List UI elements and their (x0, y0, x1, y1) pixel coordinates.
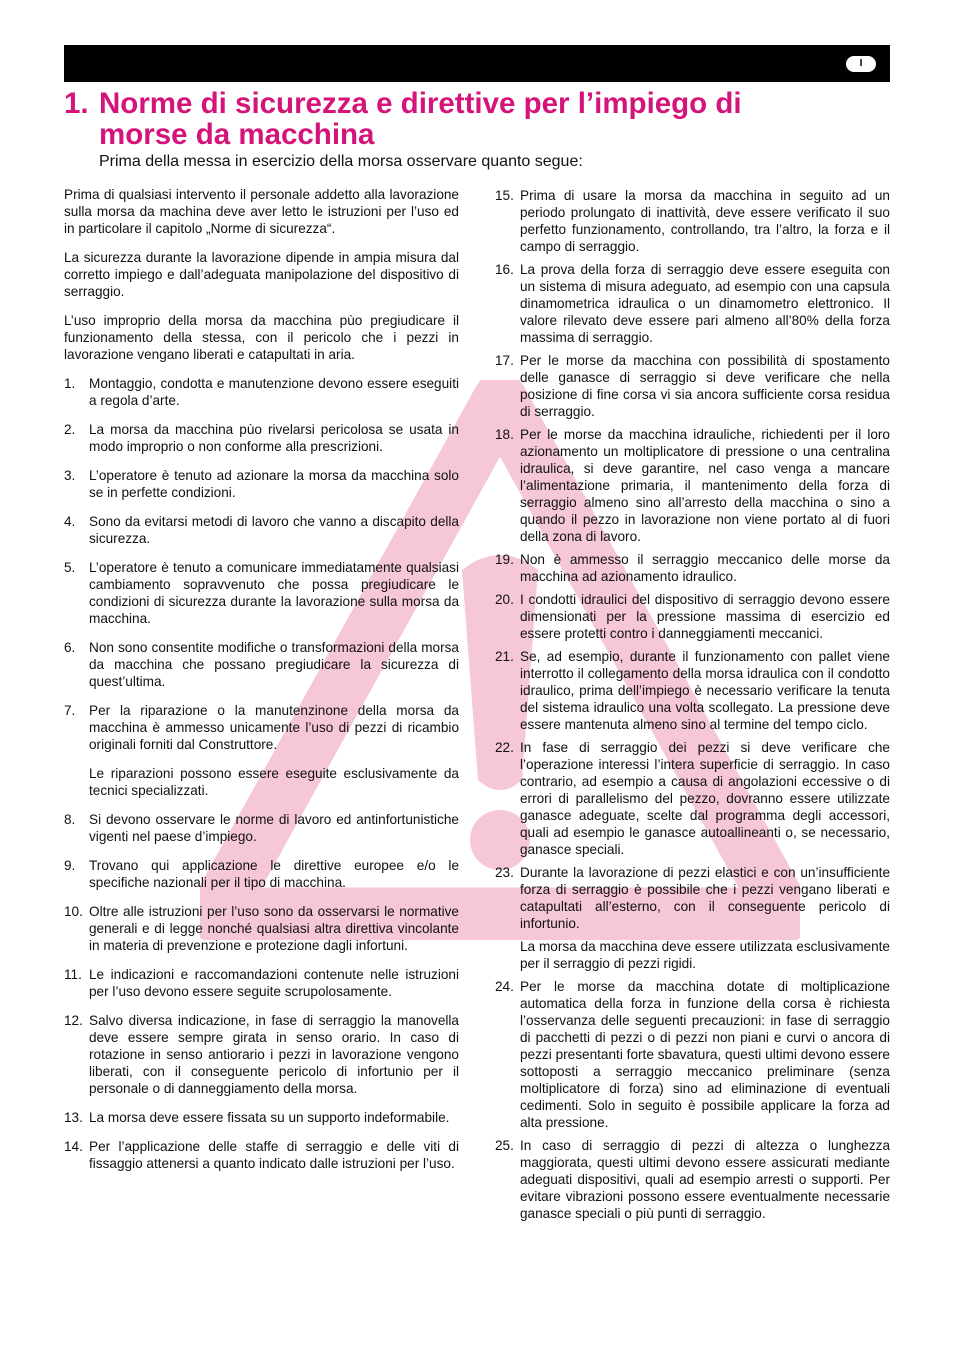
rule-item (495, 864, 890, 972)
rule-number: 21. (495, 649, 514, 664)
rule-number: 17. (495, 353, 514, 368)
rule-number: 7. (64, 703, 76, 718)
rule-text: In fase di serraggio dei pezzi si deve verificare che l’operazione interessi l’intera superficie di serraggio. In caso contrario, ad esempio a causa di angolazioni eccessive o di errori di parallelismo del pezzo, dovranno essere utilizzate ganasce adeguate, scelte dal programma degli accessori, quali ad esempio le ganasce autoallineanti o, se necessario, ganasce speciali. (520, 740, 890, 857)
rule-item (495, 352, 890, 420)
rule-text: Si devono osservare le norme di lavoro ed antinfortunistiche vigenti nel paese d’impiego. (89, 812, 459, 844)
rule-number: 5. (64, 560, 76, 575)
rule-item (64, 421, 459, 455)
rule-item (495, 739, 890, 858)
rule-text: In caso di serraggio di pezzi di altezza o lunghezza maggiorata, questi ultimi devono essere assicurati mediante adeguati dispositivi, quali ad esempio arresti o supporti. Per evitare vibrazioni possono essere eventualmente necessarie ganasce speciali o più punti di serraggio. (520, 1138, 890, 1221)
rule-number: 2. (64, 422, 76, 437)
rule-item (64, 375, 459, 409)
language-badge: I (846, 56, 876, 72)
rule-item (64, 702, 459, 799)
rule-item (495, 591, 890, 642)
rule-number: 19. (495, 552, 514, 567)
rule-text: I condotti idraulici del dispositivo di serraggio devono essere dimensionati per la pressione massima di esercizio ed essere protetti contro i danneggiamenti meccanici. (520, 592, 890, 641)
rule-item (495, 426, 890, 545)
rule-text: L’operatore è tenuto ad azionare la morsa da macchina solo se in perfette condizioni. (89, 468, 459, 500)
rule-text: Sono da evitarsi metodi di lavoro che vanno a discapito della sicurezza. (89, 514, 459, 546)
rule-item (64, 467, 459, 501)
rule-number: 4. (64, 514, 76, 529)
rule-number: 16. (495, 262, 514, 277)
rule-item (495, 261, 890, 346)
rule-number: 22. (495, 740, 514, 755)
right-column (495, 187, 890, 1228)
rule-text: L’operatore è tenuto a comunicare immediatamente qualsiasi cambiamento sopravvenuto che possa pregiudicare le condizioni di sicurezza durante la lavorazione sulla morsa da macchina. (89, 560, 459, 626)
rule-text: Per le morse da macchina con possibilità di spostamento delle ganasce di serraggio si deve verificare che nella posizione di fine corsa vi sia ancora sufficiente corsa residua di serraggio. (520, 353, 890, 419)
rule-number: 14. (64, 1139, 83, 1154)
rule-number: 3. (64, 468, 76, 483)
header-bar (64, 45, 890, 82)
section-number: 1. (64, 87, 89, 120)
rule-number: 13. (64, 1110, 83, 1125)
rule-item (64, 857, 459, 891)
rule-item (64, 1109, 459, 1126)
rule-item (495, 187, 890, 255)
rule-number: 8. (64, 812, 76, 827)
rule-number: 25. (495, 1138, 514, 1153)
rule-extra-text: Le riparazioni possono essere eseguite esclusivamente da tecnici specializzati. (89, 766, 459, 798)
rule-number: 20. (495, 592, 514, 607)
rule-text: Se, ad esempio, durante il funzionamento con pallet viene interrotto il collegamento della morsa idraulica con il condotto idraulico, prima dell’impiego è necessario verificare la tenuta del sistema idraulico una volta scollegato. La pressione deve essere mantenuta almeno sino al termine del tempo ciclo. (520, 649, 890, 732)
rule-item (64, 559, 459, 627)
rule-item (495, 978, 890, 1131)
rule-text: Le indicazioni e raccomandazioni contenute nelle istruzioni per l’uso devono essere seguite scrupolosamente. (89, 967, 459, 999)
rule-text: La morsa deve essere fissata su un supporto indeformabile. (89, 1110, 450, 1125)
rule-text: La prova della forza di serraggio deve essere eseguita con un sistema di misura adeguato, ad esempio con una capsula dinamometrica idraulica o un dinamometro elettronico. Il valore rilevato deve essere pari almeno all’80% della forza massima di serraggio. (520, 262, 890, 345)
rule-text: Per l’applicazione delle staffe di serraggio e delle viti di fissaggio attenersi a quanto indicato dalle istruzioni per l’uso. (89, 1139, 459, 1171)
rule-text: Non è ammesso il serraggio meccanico delle morse da macchina ad azionamento idraulico. (520, 552, 890, 584)
rule-number: 9. (64, 858, 76, 873)
page-subtitle: Prima della messa in esercizio della morsa osservare quanto segue: (99, 153, 583, 170)
rules-list-right (495, 187, 890, 1222)
rule-item (64, 811, 459, 845)
rule-item (64, 513, 459, 547)
rule-text: Durante la lavorazione di pezzi elastici e con un’insufficiente forza di serraggio è possibile che i pezzi vengano liberati e catapultati all’esterno, con il conseguente pericolo di infortunio. (520, 865, 890, 931)
rule-item (64, 1138, 459, 1172)
rule-text: Per le morse da macchina dotate di moltiplicazione automatica della forza in funzione della corsa è richiesta l’osservanza delle seguenti precauzioni: in fase di serraggio di pacchetti di pezzi o di pezzi non piani e curvi o ancora di pezzi presentanti forte sbavatura, questi ultimi devono essere sottoposti a serraggio meccanico preliminare (senza moltiplicatore di forza) sino ad eliminazione di eventuali cedimenti. Solo in seguito è possibile applicare la forza ad alta pressione. (520, 979, 890, 1130)
rule-item (64, 903, 459, 954)
rule-text: Prima di usare la morsa da macchina in seguito ad un periodo prolungato di inattività, deve essere verificato il suo perfetto funzionamento, controllando, tra l’altro, la forza e il campo di serraggio. (520, 188, 890, 254)
rule-item (64, 639, 459, 690)
rule-number: 11. (64, 967, 82, 982)
rule-number: 24. (495, 979, 514, 994)
rule-number: 10. (64, 904, 83, 919)
rule-number: 15. (495, 188, 514, 203)
rule-number: 6. (64, 640, 76, 655)
rule-text: La morsa da macchina pùo rivelarsi pericolosa se usata in modo improprio o non conforme alla prescrizioni. (89, 422, 459, 454)
rule-text: Per le morse da macchina idrauliche, richiedenti per il loro azionamento un moltiplicatore di pressione o una centralina idraulica, si deve garantire, nel caso venga a mancare l’alimentazione primaria, il mantenimento della forza di serraggio almeno sino all’arresto della macchina o sino a quando il pezzo in lavorazione non viene portato al di fuori della zona di lavoro. (520, 427, 890, 544)
rule-text: Per la riparazione o la manutenzinone della morsa da macchina è ammesso unicamente l’uso di pezzi di ricambio originali forniti dal Construttore. (89, 703, 459, 752)
intro-paragraph: La sicurezza durante la lavorazione dipende in ampia misura dal corretto impiego e dall’adeguata manipolazione del dispositivo di serraggio. (64, 250, 459, 299)
rule-number: 1. (64, 376, 76, 391)
rule-number: 12. (64, 1013, 83, 1028)
rule-text: Montaggio, condotta e manutenzione devono essere eseguiti a regola d’arte. (89, 376, 459, 408)
rule-item (495, 1137, 890, 1222)
title-line-2: morse da macchina (99, 118, 375, 151)
rule-number: 18. (495, 427, 514, 442)
left-column (64, 186, 459, 1184)
rule-extra-text: La morsa da macchina deve essere utilizzata esclusivamente per il serraggio di pezzi rigidi. (520, 939, 890, 971)
intro-paragraph: L’uso improprio della morsa da macchina pùo pregiudicare il funzionamento della stessa, con il pericolo che i pezzi in lavorazione vengano liberati e catapultati in aria. (64, 313, 459, 362)
title-line-1: Norme di sicurezza e direttive per l’impiego di (99, 87, 742, 120)
rule-number: 23. (495, 865, 514, 880)
page-title (64, 88, 904, 150)
rule-text: Salvo diversa indicazione, in fase di serraggio la manovella deve essere sempre girata in senso orario. In caso di rotazione in senso antiorario i pezzi in lavorazione vengono liberati, con il conseguente pericolo di infortunio per il personale o di danneggiamento della morsa. (89, 1013, 459, 1096)
rule-text: Oltre alle istruzioni per l’uso sono da osservarsi le normative generali e di legge nonché qualsiasi altra direttiva vincolante in materia di prevenzione e protezione dagli infortuni. (89, 904, 459, 953)
rule-item (64, 966, 459, 1000)
rule-item (495, 648, 890, 733)
rule-text: Trovano qui applicazione le direttive europee e/o le specifiche nazionali per il tipo di macchina. (89, 858, 459, 890)
intro-paragraph: Prima di qualsiasi intervento il personale addetto alla lavorazione sulla morsa da machina deve aver letto le istruzioni per l’uso ed in particolare il capitolo „Norme di sicurezza“. (64, 187, 459, 236)
rule-item (64, 1012, 459, 1097)
rule-item (495, 551, 890, 585)
rule-text: Non sono consentite modifiche o transformazioni della morsa da macchina che possano pregiudicare la sicurezza di quest’ultima. (89, 640, 459, 689)
rules-list-left (64, 375, 459, 1172)
